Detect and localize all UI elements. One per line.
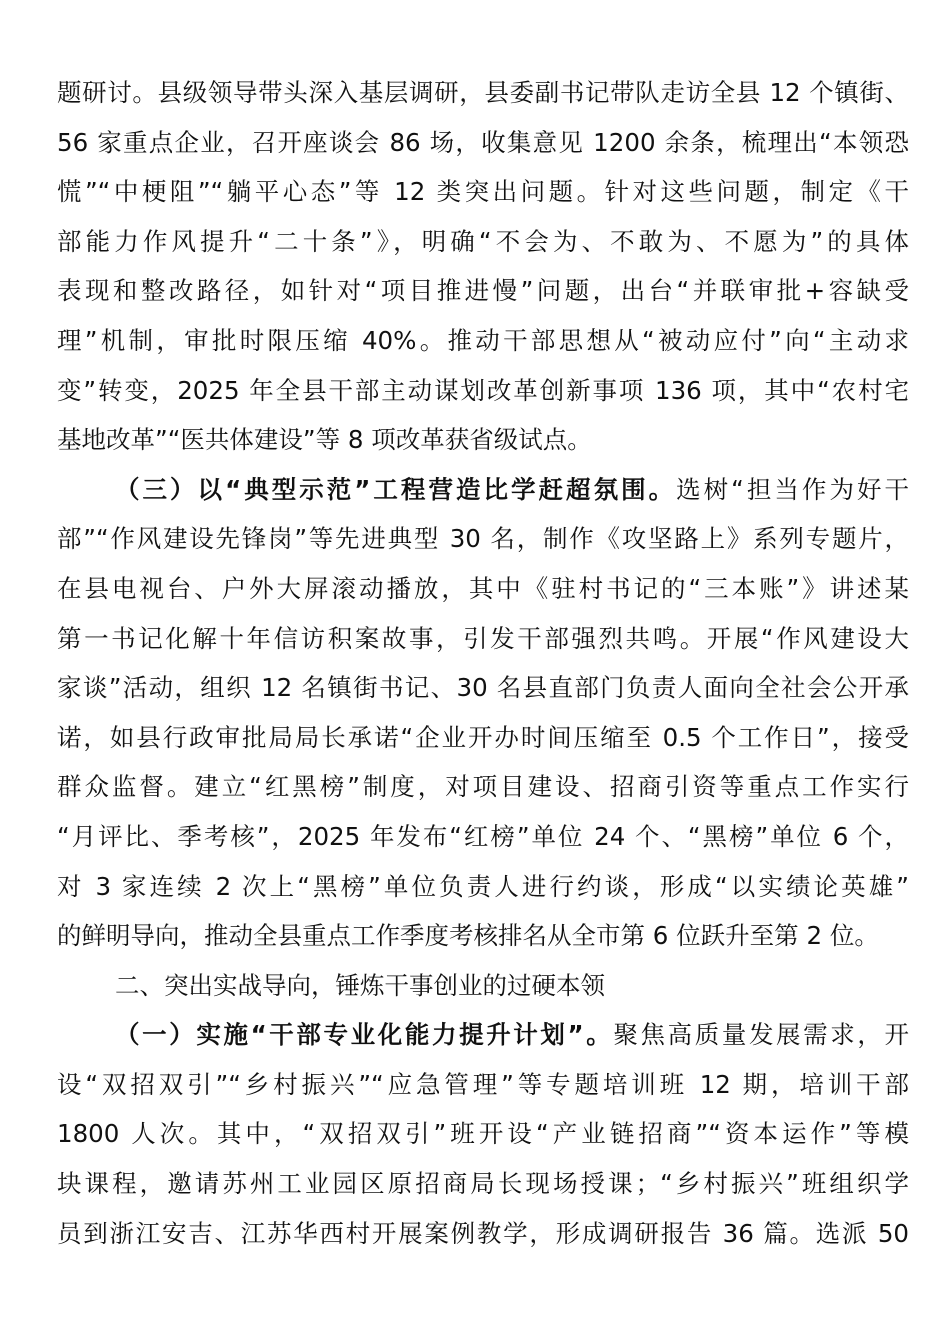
- text-line: 在县电视台、户外大屏滚动播放，其中《驻村书记的“三本账”》讲述某: [57, 573, 909, 603]
- text-line: 对 3 家连续 2 次上“黑榜”单位负责人进行约谈，形成“以实绩论英雄”: [57, 871, 909, 901]
- text-line: 的鲜明导向，推动全县重点工作季度考核排名从全市第 6 位跃升至第 2 位。: [57, 921, 879, 951]
- paragraph-lead-bold: （三）以“典型示范”工程营造比学赶超氛围。: [115, 474, 677, 504]
- paragraph-lead-rest: 选树“担当作为好干: [676, 474, 909, 504]
- text-line: 部”“作风建设先锋岗”等先进典型 30 名，制作《攻坚路上》系列专题片，: [57, 524, 909, 554]
- section-heading: 二、突出实战导向，锤炼干事创业的过硬本领: [115, 970, 605, 1000]
- text-line: 慌”“中梗阻”“躺平心态”等 12 类突出问题。针对这些问题，制定《干: [57, 177, 909, 207]
- paragraph-1: [57, 68, 909, 465]
- text-line: 56 家重点企业，召开座谈会 86 场，收集意见 1200 余条，梳理出“本领恐: [57, 127, 909, 157]
- text-line: 设“双招双引”“乡村振兴”“应急管理”等专题培训班 12 期，培训干部: [57, 1069, 909, 1099]
- text-line: 块课程，邀请苏州工业园区原招商局长现场授课；“乡村振兴”班组织学: [57, 1169, 909, 1199]
- text-line: [57, 1010, 909, 1060]
- text-line: 诺，如县行政审批局局长承诺“企业开办时间压缩至 0.5 个工作日”，接受: [57, 722, 909, 752]
- paragraph-3: [57, 1010, 909, 1258]
- text-line: 1800 人次。其中，“双招双引”班开设“产业链招商”“资本运作”等模: [57, 1119, 909, 1149]
- text-line: 理”机制，审批时限压缩 40%。推动干部思想从“被动应付”向“主动求: [57, 325, 909, 355]
- paragraph-lead-bold: （一）实施“干部专业化能力提升计划”。: [115, 1020, 614, 1050]
- text-line: “月评比、季考核”，2025 年发布“红榜”单位 24 个、“黑榜”单位 6 个，: [57, 821, 909, 851]
- text-line: 变”转变，2025 年全县干部主动谋划改革创新事项 136 项，其中“农村宅: [57, 375, 909, 405]
- text-line: 群众监督。建立“红黑榜”制度，对项目建设、招商引资等重点工作实行: [57, 772, 909, 802]
- paragraph-2: [57, 465, 909, 961]
- paragraph-lead-rest: 聚焦高质量发展需求，开: [613, 1020, 910, 1050]
- text-line: 基地改革”“医共体建设”等 8 项改革获省级试点。: [57, 425, 592, 455]
- text-line: [57, 465, 909, 515]
- text-line: 部能力作风提升“二十条”》，明确“不会为、不敢为、不愿为”的具体: [57, 226, 909, 256]
- text-line: 第一书记化解十年信访积案故事，引发干部强烈共鸣。开展“作风建设大: [57, 623, 909, 653]
- text-line: 表现和整改路径，如针对“项目推进慢”问题，出台“并联审批+容缺受: [57, 276, 909, 306]
- document-page: [57, 68, 909, 1258]
- text-line: 家谈”活动，组织 12 名镇街书记、30 名县直部门负责人面向全社会公开承: [57, 673, 909, 703]
- text-line: 题研讨。县级领导带头深入基层调研，县委副书记带队走访全县 12 个镇街、: [57, 78, 909, 107]
- text-line: 员到浙江安吉、江苏华西村开展案例教学，形成调研报告 36 篇。选派 50: [57, 1218, 909, 1248]
